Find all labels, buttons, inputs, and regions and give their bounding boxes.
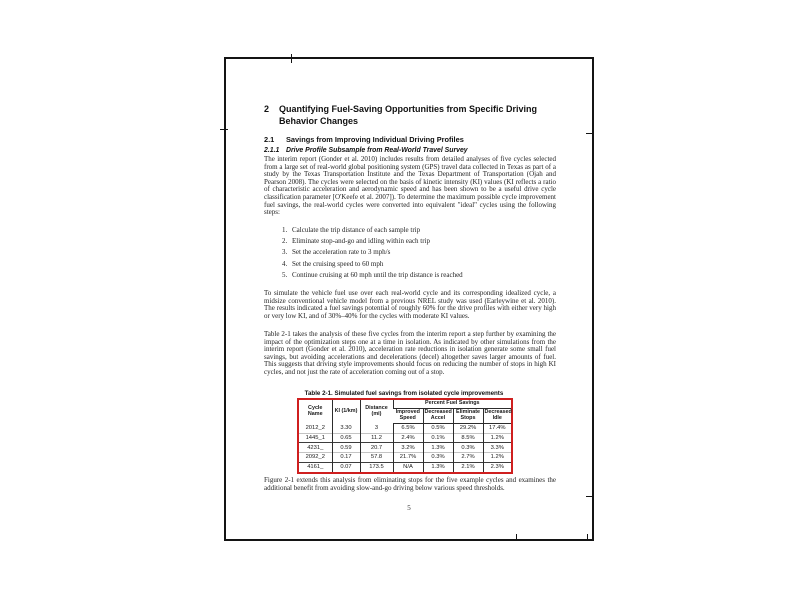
subsubsection-heading (264, 147, 556, 154)
cell-ki: 0.07 (332, 462, 360, 472)
step-text: Continue cruising at 60 mph until the trip distance is reached (292, 270, 463, 279)
step-text: Eliminate stop-and-go and idling within each trip (292, 237, 431, 246)
document-page (224, 57, 594, 541)
step-item (282, 261, 552, 269)
section-number: 2 (264, 104, 270, 114)
cell-decreased-idle: 2.3% (483, 462, 512, 472)
table-row (298, 462, 512, 472)
cell-eliminate-stops: 29.2% (453, 423, 483, 433)
cell-decreased-accel: 0.3% (423, 453, 453, 463)
registration-tick-bottom-1 (516, 534, 517, 540)
cell-cycle: 2012_2 (305, 424, 325, 431)
cell-distance: 3 (360, 423, 393, 433)
step-number: 2. (282, 237, 288, 246)
cell-decreased-idle: 1.2% (483, 433, 512, 443)
cell-ki: 0.65 (332, 433, 360, 443)
cell-eliminate-stops: 0.3% (453, 443, 483, 453)
header-percent-fuel-savings: Percent Fuel Savings (393, 399, 512, 408)
registration-tick-right-lower (586, 496, 593, 497)
cell-improved-speed: 3.2% (393, 443, 423, 453)
header-eliminate-stops: Eliminate Stops (453, 408, 483, 423)
cell-decreased-accel: 0.1% (423, 433, 453, 443)
steps-list (282, 227, 552, 283)
cell-ki: 0.17 (332, 453, 360, 463)
cell-improved-speed: 6.5% (393, 423, 423, 433)
subsection-title: Savings from Improving Individual Driving Profiles (286, 135, 464, 144)
cell-distance: 11.2 (360, 433, 393, 443)
step-number: 1. (282, 226, 288, 234)
cell-decreased-idle: 3.3% (483, 443, 512, 453)
step-item (282, 238, 552, 246)
table-caption: Table 2-1. Simulated fuel savings from isolated cycle improvements (304, 390, 504, 397)
paragraph-analysis: Table 2-1 takes the analysis of these five cycles from the interim report a step further by examining the impact of the optimization steps one at a time in isolation. As indicated by other simulations from the interim report (Gonder et al. 2010), acceleration rate reductions in isolation generate some small fuel savings, but avoiding accelerations and decelerations (decel) altogether saves larger amounts of fuel. This suggests that driving style improvements should focus on reducing the number of stops in high KI cycles, and not just the rate of acceleration coming out of a stop. (264, 330, 556, 376)
cell-improved-speed: 2.4% (393, 433, 423, 443)
step-number: 4. (282, 259, 288, 268)
subsection-number: 2.1 (264, 135, 275, 144)
page-number: 5 (407, 504, 411, 512)
subsection-heading (264, 135, 556, 144)
cell-decreased-idle: 1.2% (483, 453, 512, 463)
step-item (282, 249, 552, 257)
paragraph-results: To simulate the vehicle fuel use over each real-world cycle and its corresponding idealized cycle, a midsize conventional vehicle model from a previous NREL study was used (Earleywine et al. 2010). The results indicated a fuel savings potential of roughly 60% for the drive profiles with either very high or very low KI, and of 30%–40% for the cycles with moderate KI values. (264, 289, 556, 320)
header-decreased-accel: Decreased Accel (423, 408, 453, 423)
subsubsection-title: Drive Profile Subsample from Real-World Travel Survey (286, 147, 468, 154)
step-item (282, 272, 552, 280)
section-heading (264, 104, 571, 127)
cell-improved-speed: N/A (393, 462, 423, 472)
cell-cycle: 1445_1 (298, 433, 332, 443)
step-number: 5. (282, 270, 288, 279)
header-cycle-name: Cycle Name (307, 404, 323, 417)
cell-distance: 20.7 (360, 443, 393, 453)
cell-eliminate-stops: 8.5% (453, 433, 483, 443)
cell-decreased-idle: 17.4% (483, 423, 512, 433)
table-row (298, 443, 512, 453)
header-ki: KI (1/km) (332, 399, 360, 423)
cell-cycle: 2092_2 (298, 453, 332, 463)
cell-improved-speed: 21.7% (393, 453, 423, 463)
cell-distance: 57.8 (360, 453, 393, 463)
table-row (298, 423, 512, 433)
registration-tick-bottom-2 (587, 534, 588, 540)
header-distance: Distance (mi) (360, 399, 393, 423)
step-text: Set the acceleration rate to 3 mph/s (292, 248, 391, 257)
cell-distance: 173.5 (360, 462, 393, 472)
cell-ki: 0.59 (332, 443, 360, 453)
registration-tick-top (291, 54, 292, 63)
header-improved-speed: Improved Speed (393, 408, 423, 423)
step-item (282, 227, 552, 235)
step-text: Calculate the trip distance of each sample trip (292, 226, 421, 234)
registration-tick-right-upper (586, 133, 593, 134)
step-text: Set the cruising speed to 60 mph (292, 259, 384, 268)
cell-cycle: 4161_ (298, 462, 332, 472)
cell-decreased-accel: 1.3% (423, 462, 453, 472)
header-decreased-idle: Decreased Idle (483, 408, 512, 423)
fuel-savings-table (297, 398, 513, 474)
step-number: 3. (282, 248, 288, 257)
cell-decreased-accel: 0.5% (423, 423, 453, 433)
section-title: Quantifying Fuel-Saving Opportunities from Specific Driving Behavior Changes (279, 104, 538, 126)
cell-ki: 3.30 (332, 423, 360, 433)
cell-eliminate-stops: 2.7% (453, 453, 483, 463)
cell-eliminate-stops: 2.1% (453, 462, 483, 472)
table-row (298, 433, 512, 443)
subsubsection-number: 2.1.1 (264, 147, 280, 154)
paragraph-intro: The interim report (Gonder et al. 2010) includes results from detailed analyses of five cycles selected from a large set of real-world global positioning system (GPS) travel data collected in Texas as part of a study by the Texas Transportation Institute and the Texas Department of Transportation (Ojah and Pearson 2008). The cycles were selected on the basis of kinetic intensity (KI) values (KI reflects a ratio of characteristic acceleration and aerodynamic speed and has been shown to be a useful drive cycle classification parameter [O'Keefe et al. 2007]). To determine the maximum possible cycle improvement fuel savings, the real-world cycles were converted into equivalent "ideal" cycles using the following steps: (264, 155, 556, 217)
registration-tick-left (220, 129, 228, 130)
cell-decreased-accel: 1.3% (423, 443, 453, 453)
cell-cycle: 4231_ (298, 443, 332, 453)
paragraph-figure-ref: Figure 2-1 extends this analysis from eliminating stops for the five example cycles and examines the additional benefit from avoiding slow-and-go driving below various speed thresholds. (264, 476, 556, 492)
table-row (298, 453, 512, 463)
